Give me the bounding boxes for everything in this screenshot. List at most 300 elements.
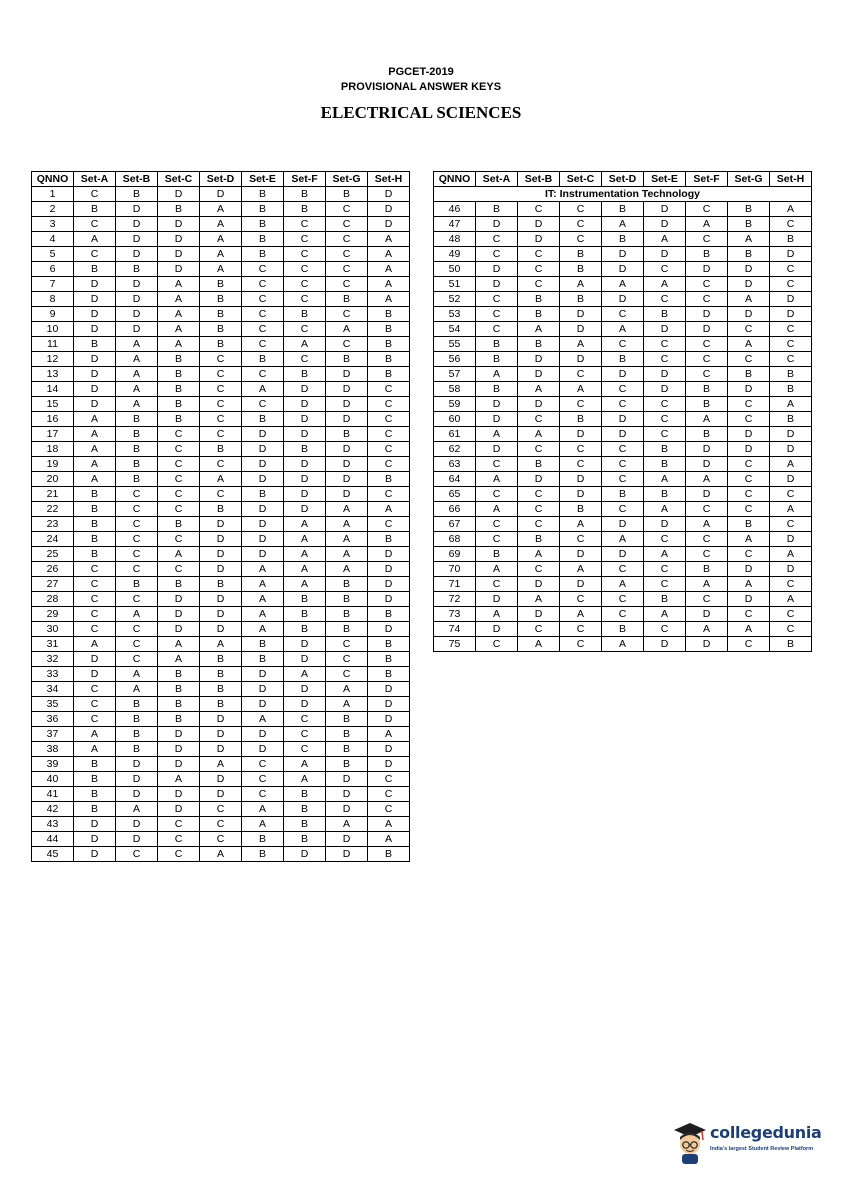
column-header: Set-E — [242, 172, 284, 187]
answer-cell: D — [242, 457, 284, 472]
answer-cell: C — [284, 232, 326, 247]
answer-cell: C — [158, 457, 200, 472]
answer-cell: A — [284, 562, 326, 577]
answer-cell: D — [476, 442, 518, 457]
question-number: 70 — [434, 562, 476, 577]
column-header: Set-G — [326, 172, 368, 187]
answer-cell: C — [560, 622, 602, 637]
answer-cell: D — [242, 442, 284, 457]
question-number: 1 — [32, 187, 74, 202]
answer-cell: D — [476, 592, 518, 607]
answer-cell: D — [74, 832, 116, 847]
answer-cell: C — [728, 352, 770, 367]
table-row — [434, 487, 812, 502]
answer-cell: A — [518, 547, 560, 562]
answer-cell: B — [116, 412, 158, 427]
collegedunia-logo — [672, 1120, 822, 1168]
answer-cell: A — [644, 547, 686, 562]
answer-cell: A — [326, 517, 368, 532]
answer-cell: C — [116, 502, 158, 517]
question-number: 44 — [32, 832, 74, 847]
answer-cell: D — [686, 637, 728, 652]
question-number: 38 — [32, 742, 74, 757]
answer-cell: B — [368, 322, 410, 337]
answer-cell: A — [686, 472, 728, 487]
answer-cell: C — [602, 337, 644, 352]
answer-cell: D — [518, 472, 560, 487]
question-number: 71 — [434, 577, 476, 592]
answer-key-table-left — [31, 171, 410, 862]
answer-cell: D — [326, 832, 368, 847]
question-number: 58 — [434, 382, 476, 397]
answer-cell: A — [602, 637, 644, 652]
question-number: 45 — [32, 847, 74, 862]
answer-cell: D — [728, 442, 770, 457]
answer-cell: D — [326, 382, 368, 397]
answer-cell: A — [200, 262, 242, 277]
answer-cell: A — [242, 622, 284, 637]
answer-cell: D — [644, 217, 686, 232]
question-number: 33 — [32, 667, 74, 682]
answer-cell: B — [242, 637, 284, 652]
question-number: 61 — [434, 427, 476, 442]
answer-cell: D — [200, 712, 242, 727]
answer-cell: D — [242, 682, 284, 697]
answer-cell: D — [728, 307, 770, 322]
answer-cell: D — [602, 427, 644, 442]
answer-cell: A — [644, 232, 686, 247]
answer-cell: A — [158, 292, 200, 307]
answer-cell: A — [242, 577, 284, 592]
table-row — [434, 427, 812, 442]
answer-cell: B — [158, 697, 200, 712]
answer-cell: B — [728, 367, 770, 382]
answer-cell: D — [116, 787, 158, 802]
answer-cell: A — [602, 277, 644, 292]
answer-cell: D — [728, 562, 770, 577]
answer-cell: A — [74, 457, 116, 472]
answer-cell: D — [326, 772, 368, 787]
answer-cell: C — [116, 547, 158, 562]
answer-cell: B — [158, 412, 200, 427]
answer-cell: D — [284, 502, 326, 517]
answer-cell: B — [368, 847, 410, 862]
question-number: 42 — [32, 802, 74, 817]
question-number: 56 — [434, 352, 476, 367]
answer-cell: A — [200, 472, 242, 487]
answer-cell: D — [200, 772, 242, 787]
answer-cell: D — [368, 712, 410, 727]
answer-cell: C — [200, 427, 242, 442]
answer-cell: A — [686, 412, 728, 427]
question-number: 74 — [434, 622, 476, 637]
table-row — [32, 682, 410, 697]
answer-cell: C — [644, 292, 686, 307]
answer-cell: D — [116, 292, 158, 307]
answer-cell: D — [74, 307, 116, 322]
answer-cell: A — [326, 532, 368, 547]
answer-cell: C — [728, 412, 770, 427]
answer-cell: D — [476, 277, 518, 292]
answer-cell: B — [602, 352, 644, 367]
answer-cell: D — [518, 397, 560, 412]
answer-cell: D — [200, 517, 242, 532]
answer-cell: B — [284, 787, 326, 802]
answer-cell: D — [560, 577, 602, 592]
answer-cell: D — [158, 802, 200, 817]
answer-cell: A — [242, 607, 284, 622]
answer-cell: B — [200, 307, 242, 322]
answer-cell: B — [686, 562, 728, 577]
answer-cell: C — [326, 202, 368, 217]
answer-cell: C — [326, 247, 368, 262]
answer-cell: D — [242, 472, 284, 487]
answer-cell: A — [74, 637, 116, 652]
answer-cell: C — [518, 202, 560, 217]
answer-cell: A — [116, 367, 158, 382]
table-row — [32, 442, 410, 457]
answer-cell: D — [644, 517, 686, 532]
table-row — [434, 382, 812, 397]
answer-key-table-right — [433, 171, 812, 652]
table-row — [32, 712, 410, 727]
answer-cell: A — [728, 232, 770, 247]
table-row — [434, 307, 812, 322]
table-row — [32, 727, 410, 742]
answer-cell: B — [326, 712, 368, 727]
answer-cell: B — [74, 487, 116, 502]
question-number: 32 — [32, 652, 74, 667]
answer-cell: C — [326, 667, 368, 682]
question-number: 10 — [32, 322, 74, 337]
answer-cell: C — [74, 697, 116, 712]
answer-cell: A — [728, 577, 770, 592]
answer-cell: D — [326, 802, 368, 817]
answer-cell: A — [770, 592, 812, 607]
answer-cell: C — [74, 187, 116, 202]
answer-cell: D — [518, 232, 560, 247]
answer-cell: C — [242, 787, 284, 802]
answer-cell: C — [158, 847, 200, 862]
answer-cell: C — [368, 457, 410, 472]
answer-cell: B — [116, 427, 158, 442]
answer-cell: C — [518, 502, 560, 517]
answer-cell: C — [368, 487, 410, 502]
answer-cell: D — [284, 682, 326, 697]
answer-cell: D — [644, 637, 686, 652]
answer-cell: D — [728, 277, 770, 292]
answer-cell: D — [560, 307, 602, 322]
answer-cell: A — [728, 292, 770, 307]
answer-cell: D — [116, 772, 158, 787]
answer-cell: D — [326, 397, 368, 412]
answer-cell: B — [116, 472, 158, 487]
answer-cell: A — [368, 502, 410, 517]
answer-cell: C — [770, 277, 812, 292]
answer-cell: D — [560, 322, 602, 337]
answer-cell: C — [116, 652, 158, 667]
answer-cell: A — [686, 517, 728, 532]
table-row — [434, 337, 812, 352]
answer-cell: B — [74, 787, 116, 802]
answer-cell: C — [326, 217, 368, 232]
answer-cell: B — [326, 757, 368, 772]
answer-cell: A — [284, 772, 326, 787]
answer-cell: B — [368, 472, 410, 487]
question-number: 24 — [32, 532, 74, 547]
answer-cell: B — [728, 517, 770, 532]
answer-cell: C — [518, 622, 560, 637]
answer-cell: C — [644, 397, 686, 412]
answer-cell: D — [284, 427, 326, 442]
answer-cell: A — [476, 607, 518, 622]
answer-cell: A — [368, 727, 410, 742]
answer-cell: D — [116, 202, 158, 217]
answer-cell: A — [74, 742, 116, 757]
answer-cell: C — [686, 592, 728, 607]
answer-cell: C — [284, 262, 326, 277]
table-row — [32, 307, 410, 322]
answer-cell: C — [686, 547, 728, 562]
answer-cell: C — [476, 247, 518, 262]
answer-cell: C — [200, 817, 242, 832]
answer-cell: D — [284, 637, 326, 652]
answer-cell: B — [326, 727, 368, 742]
answer-cell: C — [326, 337, 368, 352]
answer-cell: B — [200, 322, 242, 337]
answer-cell: C — [368, 412, 410, 427]
answer-cell: B — [158, 397, 200, 412]
answer-cell: C — [728, 457, 770, 472]
table-row — [32, 232, 410, 247]
question-number: 59 — [434, 397, 476, 412]
answer-cell: A — [74, 232, 116, 247]
column-header: Set-B — [518, 172, 560, 187]
answer-cell: D — [200, 562, 242, 577]
answer-cell: C — [116, 592, 158, 607]
answer-cell: C — [326, 307, 368, 322]
column-header: Set-D — [200, 172, 242, 187]
answer-cell: C — [560, 367, 602, 382]
answer-cell: D — [242, 697, 284, 712]
answer-cell: A — [728, 622, 770, 637]
table-row — [32, 502, 410, 517]
answer-cell: C — [644, 577, 686, 592]
answer-cell: A — [200, 637, 242, 652]
answer-cell: B — [116, 262, 158, 277]
table-row — [32, 697, 410, 712]
column-header: QNNO — [32, 172, 74, 187]
answer-cell: B — [686, 427, 728, 442]
answer-cell: A — [74, 727, 116, 742]
answer-cell: B — [158, 367, 200, 382]
answer-cell: A — [116, 352, 158, 367]
column-header: Set-A — [74, 172, 116, 187]
answer-cell: B — [284, 442, 326, 457]
answer-cell: D — [602, 367, 644, 382]
table-row — [434, 277, 812, 292]
question-number: 18 — [32, 442, 74, 457]
answer-cell: D — [644, 247, 686, 262]
question-number: 50 — [434, 262, 476, 277]
answer-cell: A — [158, 652, 200, 667]
table-row — [32, 337, 410, 352]
question-number: 35 — [32, 697, 74, 712]
answer-cell: A — [284, 667, 326, 682]
answer-cell: C — [728, 397, 770, 412]
answer-cell: B — [770, 382, 812, 397]
answer-cell: A — [74, 442, 116, 457]
answer-cell: C — [560, 442, 602, 457]
answer-cell: B — [116, 442, 158, 457]
answer-cell: C — [368, 772, 410, 787]
answer-cell: B — [476, 202, 518, 217]
answer-cell: C — [770, 622, 812, 637]
answer-cell: B — [326, 427, 368, 442]
answer-cell: B — [284, 202, 326, 217]
answer-cell: B — [284, 622, 326, 637]
answer-cell: A — [116, 607, 158, 622]
table-row — [32, 787, 410, 802]
section-title-row — [434, 187, 812, 202]
answer-cell: B — [284, 817, 326, 832]
answer-cell: C — [368, 382, 410, 397]
answer-cell: C — [476, 637, 518, 652]
answer-cell: B — [74, 202, 116, 217]
answer-cell: C — [602, 442, 644, 457]
answer-cell: B — [200, 337, 242, 352]
answer-cell: D — [518, 352, 560, 367]
answer-cell: B — [200, 502, 242, 517]
answer-cell: A — [368, 262, 410, 277]
answer-cell: B — [770, 412, 812, 427]
answer-cell: A — [518, 427, 560, 442]
table-row — [32, 802, 410, 817]
answer-cell: B — [518, 457, 560, 472]
answer-cell: C — [242, 307, 284, 322]
table-row — [32, 562, 410, 577]
question-number: 46 — [434, 202, 476, 217]
answer-cell: D — [158, 187, 200, 202]
table-row — [32, 457, 410, 472]
table-row — [32, 277, 410, 292]
answer-cell: C — [200, 382, 242, 397]
answer-cell: C — [284, 352, 326, 367]
answer-cell: A — [284, 757, 326, 772]
answer-cell: C — [518, 277, 560, 292]
question-number: 8 — [32, 292, 74, 307]
answer-cell: C — [368, 802, 410, 817]
answer-cell: D — [158, 757, 200, 772]
answer-cell: B — [158, 382, 200, 397]
answer-cell: C — [770, 217, 812, 232]
answer-cell: C — [242, 322, 284, 337]
answer-cell: C — [644, 562, 686, 577]
answer-cell: B — [284, 832, 326, 847]
answer-cell: A — [368, 277, 410, 292]
answer-cell: C — [284, 712, 326, 727]
answer-cell: B — [200, 577, 242, 592]
answer-cell: B — [368, 367, 410, 382]
answer-cell: A — [476, 367, 518, 382]
answer-cell: D — [644, 322, 686, 337]
answer-cell: B — [74, 802, 116, 817]
table-row — [434, 367, 812, 382]
question-number: 16 — [32, 412, 74, 427]
answer-cell: D — [158, 232, 200, 247]
answer-cell: C — [560, 202, 602, 217]
answer-cell: B — [326, 187, 368, 202]
answer-cell: C — [686, 532, 728, 547]
answer-cell: C — [476, 232, 518, 247]
answer-cell: D — [518, 577, 560, 592]
answer-cell: A — [602, 532, 644, 547]
answer-cell: A — [518, 637, 560, 652]
answer-cell: A — [284, 577, 326, 592]
question-number: 28 — [32, 592, 74, 607]
answer-cell: D — [770, 442, 812, 457]
answer-cell: B — [74, 262, 116, 277]
answer-cell: B — [284, 367, 326, 382]
answer-cell: B — [158, 682, 200, 697]
answer-cell: B — [284, 607, 326, 622]
table-row — [434, 592, 812, 607]
answer-cell: B — [560, 247, 602, 262]
answer-cell: C — [242, 397, 284, 412]
answer-cell: D — [284, 412, 326, 427]
answer-cell: C — [242, 277, 284, 292]
answer-cell: C — [770, 322, 812, 337]
table-header-row — [32, 172, 410, 187]
answer-cell: A — [518, 322, 560, 337]
answer-cell: D — [326, 472, 368, 487]
answer-cell: D — [74, 397, 116, 412]
answer-cell: C — [518, 487, 560, 502]
answer-cell: B — [116, 187, 158, 202]
answer-cell: B — [116, 742, 158, 757]
table-row — [32, 487, 410, 502]
answer-cell: D — [560, 472, 602, 487]
column-header: Set-D — [602, 172, 644, 187]
answer-cell: C — [476, 487, 518, 502]
answer-cell: D — [116, 757, 158, 772]
answer-cell: A — [770, 502, 812, 517]
table-row — [434, 202, 812, 217]
answer-cell: A — [326, 562, 368, 577]
question-number: 52 — [434, 292, 476, 307]
answer-cell: D — [242, 517, 284, 532]
answer-cell: D — [200, 622, 242, 637]
answer-cell: D — [74, 847, 116, 862]
table-row — [32, 652, 410, 667]
question-number: 69 — [434, 547, 476, 562]
question-number: 54 — [434, 322, 476, 337]
answer-cell: C — [200, 367, 242, 382]
answer-cell: B — [602, 622, 644, 637]
table-row — [434, 322, 812, 337]
answer-cell: A — [116, 337, 158, 352]
answer-cell: C — [74, 607, 116, 622]
answer-cell: B — [242, 217, 284, 232]
answer-cell: C — [476, 457, 518, 472]
table-row — [434, 352, 812, 367]
answer-cell: A — [644, 607, 686, 622]
answer-cell: B — [368, 307, 410, 322]
answer-cell: D — [284, 397, 326, 412]
answer-cell: C — [158, 832, 200, 847]
answer-cell: B — [284, 187, 326, 202]
answer-cell: B — [728, 217, 770, 232]
